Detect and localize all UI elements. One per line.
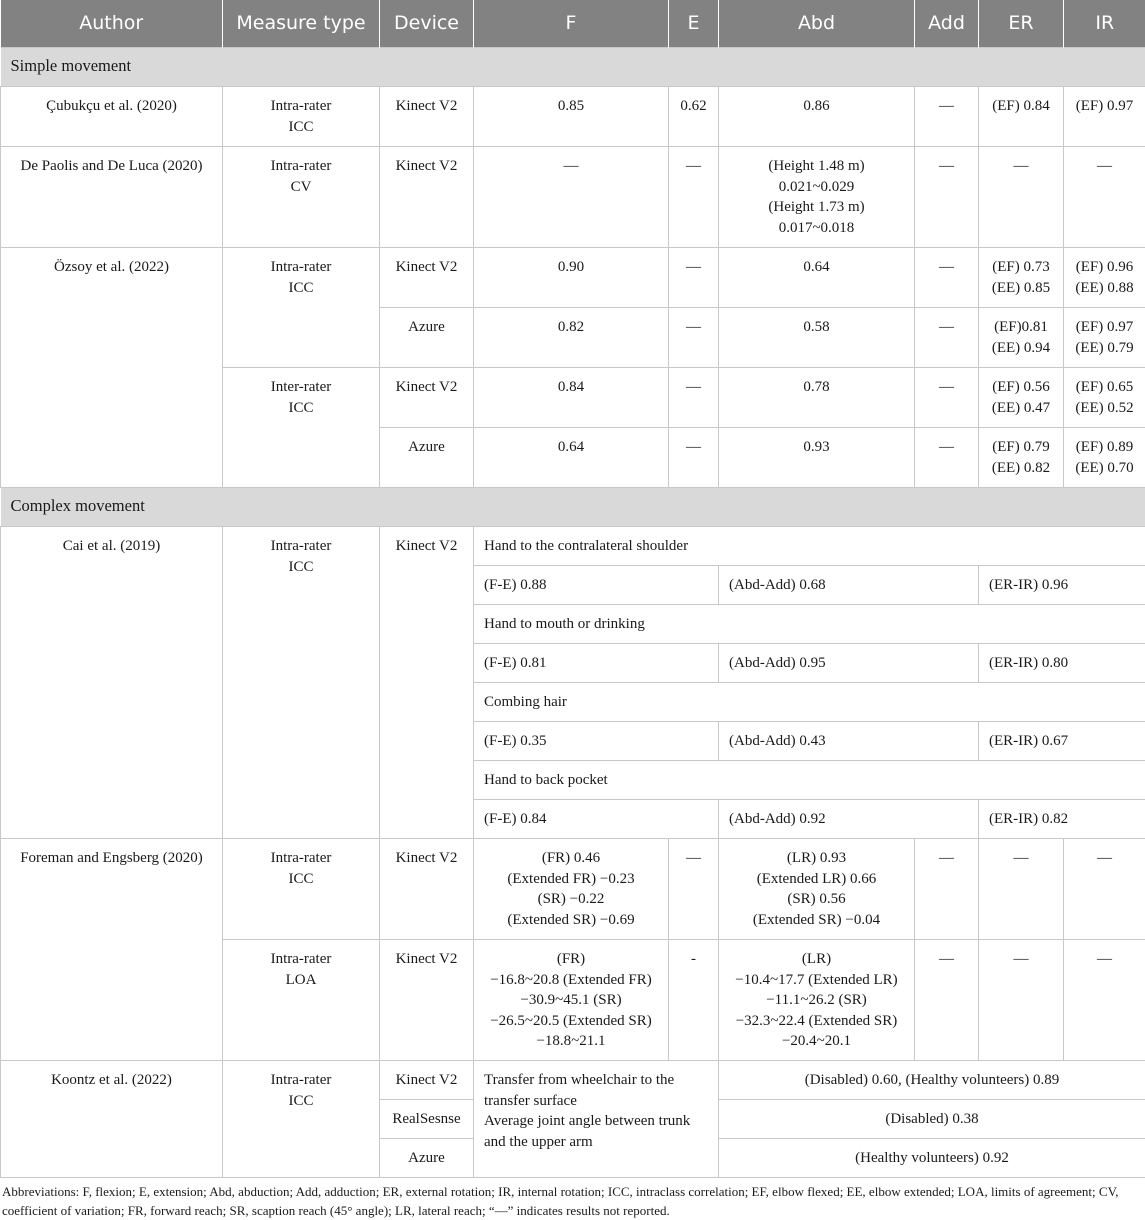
author-cell: De Paolis and De Luca (2020) bbox=[1, 147, 223, 248]
table-row bbox=[1, 248, 1145, 308]
section-label: Simple movement bbox=[1, 48, 1145, 87]
device-cell: Kinect V2 bbox=[380, 147, 474, 248]
ir-cell: — bbox=[1064, 147, 1145, 248]
measure-cell: Intra-rater LOA bbox=[223, 940, 380, 1061]
er-cell: — bbox=[979, 839, 1064, 940]
measure-cell: Intra-rater ICC bbox=[223, 87, 380, 147]
device-cell: Azure bbox=[380, 1139, 474, 1178]
f-cell: 0.90 bbox=[474, 248, 669, 308]
device-cell: RealSesnse bbox=[380, 1100, 474, 1139]
ir-cell: (EF) 0.97 (EE) 0.79 bbox=[1064, 308, 1145, 368]
abd-add-cell: (Abd-Add) 0.43 bbox=[719, 722, 979, 761]
e-cell: — bbox=[669, 368, 719, 428]
f-cell: (FR) 0.46 (Extended FR) −0.23 (SR) −0.22 (Extended SR) −0.69 bbox=[474, 839, 669, 940]
device-cell: Kinect V2 bbox=[380, 248, 474, 308]
f-cell: 0.85 bbox=[474, 87, 669, 147]
header-er: ER bbox=[979, 0, 1064, 48]
er-ir-cell: (ER-IR) 0.80 bbox=[979, 644, 1145, 683]
device-cell: Kinect V2 bbox=[380, 940, 474, 1061]
table-row bbox=[1, 839, 1145, 940]
header-ir: IR bbox=[1064, 0, 1145, 48]
abd-add-cell: (Abd-Add) 0.92 bbox=[719, 800, 979, 839]
fe-cell: (F-E) 0.84 bbox=[474, 800, 719, 839]
measure-cell: Intra-rater ICC bbox=[223, 1061, 380, 1178]
measure-cell: Inter-rater ICC bbox=[223, 368, 380, 488]
author-cell: Koontz et al. (2022) bbox=[1, 1061, 223, 1178]
abd-cell: 0.64 bbox=[719, 248, 915, 308]
add-cell: — bbox=[915, 368, 979, 428]
er-ir-cell: (ER-IR) 0.82 bbox=[979, 800, 1145, 839]
add-cell: — bbox=[915, 308, 979, 368]
header-f: F bbox=[474, 0, 669, 48]
abd-cell: (LR) −10.4~17.7 (Extended LR) −11.1~26.2 (SR) −32.3~22.4 (Extended SR) −20.4~20.1 bbox=[719, 940, 915, 1061]
e-cell: 0.62 bbox=[669, 87, 719, 147]
fe-cell: (F-E) 0.35 bbox=[474, 722, 719, 761]
er-cell: — bbox=[979, 940, 1064, 1061]
fe-cell: (F-E) 0.88 bbox=[474, 566, 719, 605]
abd-add-cell: (Abd-Add) 0.68 bbox=[719, 566, 979, 605]
abd-cell: 0.86 bbox=[719, 87, 915, 147]
table-row bbox=[1, 1061, 1145, 1100]
author-cell: Çubukçu et al. (2020) bbox=[1, 87, 223, 147]
device-cell: Kinect V2 bbox=[380, 527, 474, 839]
f-cell: — bbox=[474, 147, 669, 248]
header-row bbox=[1, 0, 1145, 48]
header-measure-type: Measure type bbox=[223, 0, 380, 48]
er-ir-cell: (ER-IR) 0.96 bbox=[979, 566, 1145, 605]
add-cell: — bbox=[915, 428, 979, 488]
measure-cell: Intra-rater CV bbox=[223, 147, 380, 248]
section-row-simple bbox=[1, 48, 1145, 87]
task-label: Hand to the contralateral shoulder bbox=[474, 527, 1145, 566]
abd-cell: 0.93 bbox=[719, 428, 915, 488]
er-cell: (EF) 0.79 (EE) 0.82 bbox=[979, 428, 1064, 488]
device-cell: Kinect V2 bbox=[380, 87, 474, 147]
add-cell: — bbox=[915, 147, 979, 248]
fe-cell: (F-E) 0.81 bbox=[474, 644, 719, 683]
author-cell: Foreman and Engsberg (2020) bbox=[1, 839, 223, 1061]
e-cell: — bbox=[669, 147, 719, 248]
value-cell: (Disabled) 0.38 bbox=[719, 1100, 1145, 1139]
device-cell: Kinect V2 bbox=[380, 839, 474, 940]
add-cell: — bbox=[915, 940, 979, 1061]
e-cell: — bbox=[669, 839, 719, 940]
header-abd: Abd bbox=[719, 0, 915, 48]
device-cell: Azure bbox=[380, 308, 474, 368]
abd-add-cell: (Abd-Add) 0.95 bbox=[719, 644, 979, 683]
section-label: Complex movement bbox=[1, 488, 1145, 527]
table-row bbox=[1, 87, 1145, 147]
er-cell: (EF) 0.73 (EE) 0.85 bbox=[979, 248, 1064, 308]
author-cell: Özsoy et al. (2022) bbox=[1, 248, 223, 488]
table-row bbox=[1, 147, 1145, 248]
er-cell: — bbox=[979, 147, 1064, 248]
f-cell: (FR) −16.8~20.8 (Extended FR) −30.9~45.1 (SR) −26.5~20.5 (Extended SR) −18.8~21.1 bbox=[474, 940, 669, 1061]
add-cell: — bbox=[915, 839, 979, 940]
task-label: Hand to mouth or drinking bbox=[474, 605, 1145, 644]
er-cell: (EF) 0.56 (EE) 0.47 bbox=[979, 368, 1064, 428]
abd-cell: (Height 1.48 m) 0.021~0.029 (Height 1.73 m) 0.017~0.018 bbox=[719, 147, 915, 248]
device-cell: Azure bbox=[380, 428, 474, 488]
measure-cell: Intra-rater ICC bbox=[223, 839, 380, 940]
ir-cell: — bbox=[1064, 940, 1145, 1061]
er-cell: (EF)0.81 (EE) 0.94 bbox=[979, 308, 1064, 368]
ir-cell: (EF) 0.65 (EE) 0.52 bbox=[1064, 368, 1145, 428]
ir-cell: — bbox=[1064, 839, 1145, 940]
task-label: Hand to back pocket bbox=[474, 761, 1145, 800]
add-cell: — bbox=[915, 248, 979, 308]
f-cell: 0.84 bbox=[474, 368, 669, 428]
er-ir-cell: (ER-IR) 0.67 bbox=[979, 722, 1145, 761]
e-cell: — bbox=[669, 248, 719, 308]
device-cell: Kinect V2 bbox=[380, 1061, 474, 1100]
value-cell: (Disabled) 0.60, (Healthy volunteers) 0.89 bbox=[719, 1061, 1145, 1100]
device-cell: Kinect V2 bbox=[380, 368, 474, 428]
table-row bbox=[1, 527, 1145, 566]
abd-cell: 0.58 bbox=[719, 308, 915, 368]
e-cell: — bbox=[669, 428, 719, 488]
header-author: Author bbox=[1, 0, 223, 48]
task-label: Combing hair bbox=[474, 683, 1145, 722]
abd-cell: (LR) 0.93 (Extended LR) 0.66 (SR) 0.56 (Extended SR) −0.04 bbox=[719, 839, 915, 940]
header-e: E bbox=[669, 0, 719, 48]
e-cell: — bbox=[669, 308, 719, 368]
task-label: Transfer from wheelchair to the transfer surface Average joint angle between trunk and the upper arm bbox=[474, 1061, 719, 1178]
ir-cell: (EF) 0.97 bbox=[1064, 87, 1145, 147]
er-cell: (EF) 0.84 bbox=[979, 87, 1064, 147]
add-cell: — bbox=[915, 87, 979, 147]
header-add: Add bbox=[915, 0, 979, 48]
footnote: Abbreviations: F, flexion; E, extension; Abd, abduction; Add, adduction; ER, external rotation; IR, internal rotation; ICC, intraclass correlation; EF, elbow flexed; EE, elbow extended; LOA, limits of agreement; CV, coefficient of variation; FR, forward reach; SR, scaption reach (45° angle); LR, lateral reach; “—” indicates results not reported. bbox=[0, 1178, 1145, 1220]
e-cell: - bbox=[669, 940, 719, 1061]
measure-cell: Intra-rater ICC bbox=[223, 527, 380, 839]
measure-cell: Intra-rater ICC bbox=[223, 248, 380, 368]
abd-cell: 0.78 bbox=[719, 368, 915, 428]
author-cell: Cai et al. (2019) bbox=[1, 527, 223, 839]
value-cell: (Healthy volunteers) 0.92 bbox=[719, 1139, 1145, 1178]
section-row-complex bbox=[1, 488, 1145, 527]
ir-cell: (EF) 0.89 (EE) 0.70 bbox=[1064, 428, 1145, 488]
header-device: Device bbox=[380, 0, 474, 48]
ir-cell: (EF) 0.96 (EE) 0.88 bbox=[1064, 248, 1145, 308]
f-cell: 0.82 bbox=[474, 308, 669, 368]
f-cell: 0.64 bbox=[474, 428, 669, 488]
